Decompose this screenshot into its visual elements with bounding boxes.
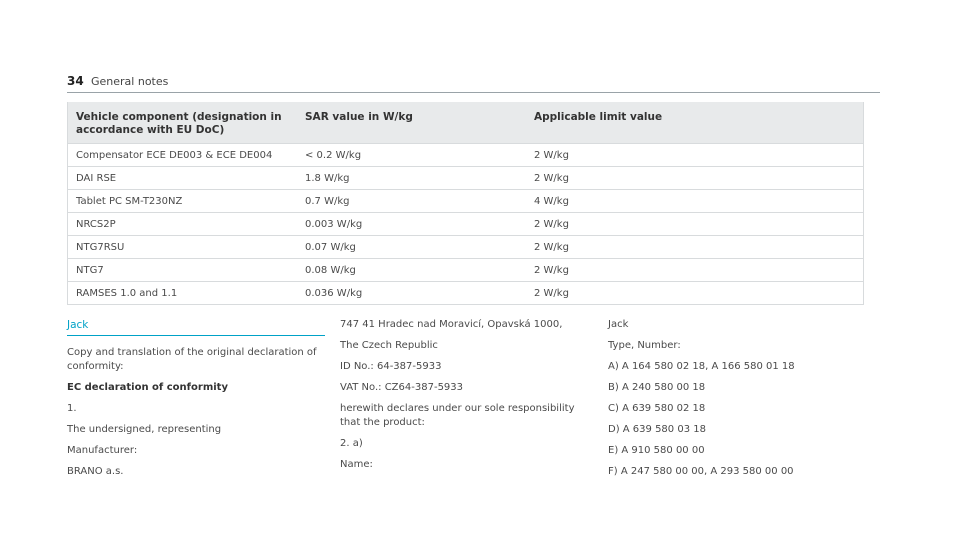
cell-component: RAMSES 1.0 and 1.1	[68, 282, 298, 305]
cell-limit: 2 W/kg	[526, 167, 864, 190]
text-line: 2. a)	[340, 438, 363, 449]
text-line: 1.	[67, 403, 77, 414]
text-line: Manufacturer:	[67, 445, 138, 456]
table-row	[68, 167, 864, 190]
table-header-row	[68, 102, 864, 144]
text-line: C) A 639 580 02 18	[608, 403, 706, 414]
text-column-2	[340, 318, 590, 479]
column-header-limit: Applicable limit value	[526, 102, 864, 144]
declaration-heading: EC declaration of conformity	[67, 382, 228, 393]
intro-text: Copy and translation of the original declaration of conformity:	[67, 347, 317, 372]
text-line: D) A 639 580 03 18	[608, 424, 706, 435]
text-line: F) A 247 580 00 00, A 293 580 00 00	[608, 466, 794, 477]
cell-limit: 4 W/kg	[526, 190, 864, 213]
column-header-component: Vehicle component (designation in accordance with EU DoC)	[68, 102, 298, 144]
text-line: BRANO a.s.	[67, 466, 124, 477]
text-line: Type, Number:	[608, 340, 681, 351]
text-column-3	[608, 318, 868, 486]
cell-limit: 2 W/kg	[526, 236, 864, 259]
text-line: herewith declares under our sole responsibility that the product:	[340, 403, 575, 428]
table-row	[68, 213, 864, 236]
cell-component: NTG7RSU	[68, 236, 298, 259]
cell-component: Compensator ECE DE003 & ECE DE004	[68, 144, 298, 167]
text-line: Name:	[340, 459, 373, 470]
cell-sar: 0.036 W/kg	[297, 282, 526, 305]
cell-component: NTG7	[68, 259, 298, 282]
text-line: B) A 240 580 00 18	[608, 382, 706, 393]
cell-component: Tablet PC SM-T230NZ	[68, 190, 298, 213]
text-line: The Czech Republic	[340, 340, 438, 351]
cell-limit: 2 W/kg	[526, 213, 864, 236]
cell-limit: 2 W/kg	[526, 282, 864, 305]
text-line: VAT No.: CZ64-387-5933	[340, 382, 464, 393]
sar-table	[67, 102, 864, 305]
cell-sar: 0.003 W/kg	[297, 213, 526, 236]
cell-limit: 2 W/kg	[526, 259, 864, 282]
column-header-sar: SAR value in W/kg	[297, 102, 526, 144]
text-line: A) A 164 580 02 18, A 166 580 01 18	[608, 361, 795, 372]
page-number: 34	[67, 74, 84, 88]
table-row	[68, 259, 864, 282]
cell-sar: 0.08 W/kg	[297, 259, 526, 282]
table-row	[68, 190, 864, 213]
cell-sar: 0.07 W/kg	[297, 236, 526, 259]
table-row	[68, 236, 864, 259]
text-line: The undersigned, representing	[67, 424, 222, 435]
cell-sar: 1.8 W/kg	[297, 167, 526, 190]
cell-component: DAI RSE	[68, 167, 298, 190]
page-header	[67, 72, 880, 93]
text-line: Jack	[608, 319, 629, 330]
section-title: General notes	[91, 75, 169, 88]
cell-sar: < 0.2 W/kg	[297, 144, 526, 167]
text-line: E) A 910 580 00 00	[608, 445, 705, 456]
text-line: ID No.: 64-387-5933	[340, 361, 442, 372]
table-row	[68, 282, 864, 305]
cell-component: NRCS2P	[68, 213, 298, 236]
jack-heading: Jack	[67, 318, 325, 336]
text-line: 747 41 Hradec nad Moravicí, Opavská 1000,	[340, 319, 563, 330]
text-column-1	[67, 318, 325, 486]
table-row	[68, 144, 864, 167]
cell-sar: 0.7 W/kg	[297, 190, 526, 213]
cell-limit: 2 W/kg	[526, 144, 864, 167]
